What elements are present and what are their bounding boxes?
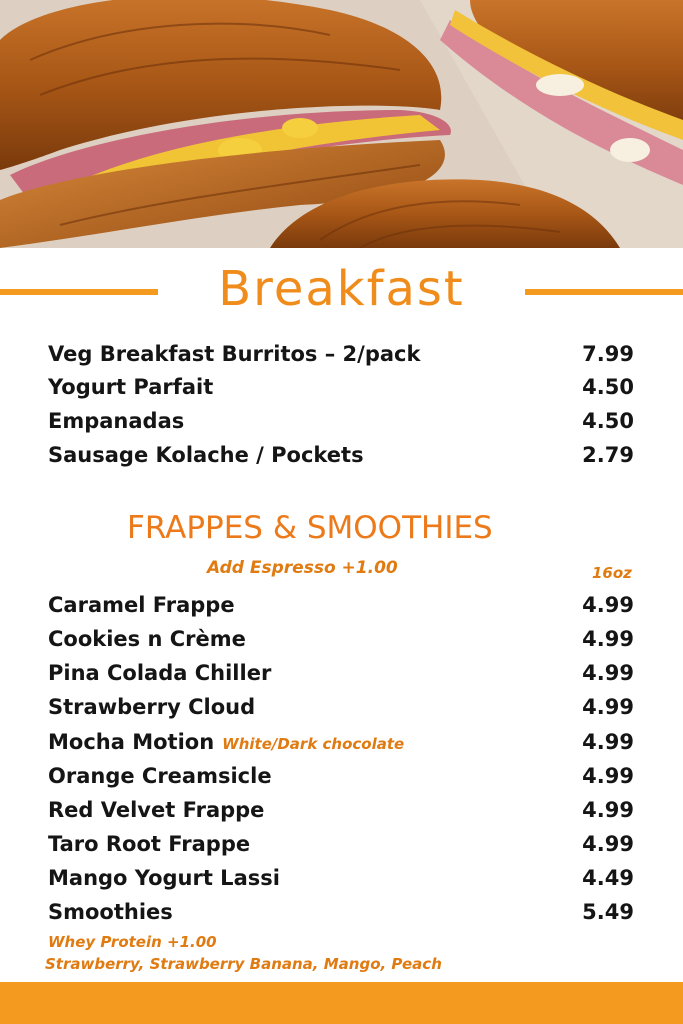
espresso-addon: Add Espresso +1.00	[207, 558, 398, 578]
frappes-title: FRAPPES & SMOOTHIES	[127, 510, 493, 546]
item-name: Sausage Kolache / Pockets	[48, 443, 364, 467]
size-label: 16oz	[592, 564, 632, 582]
menu-row	[48, 897, 634, 927]
menu-row	[48, 692, 634, 722]
protein-note: Whey Protein +1.00	[48, 933, 217, 951]
item-price: 4.49	[582, 866, 634, 890]
menu-row	[48, 406, 634, 436]
item-name: Smoothies	[48, 900, 173, 924]
item-name: Mango Yogurt Lassi	[48, 866, 280, 890]
item-name: Taro Root Frappe	[48, 832, 251, 856]
menu-row	[48, 863, 634, 893]
item-name: Mocha Motion	[48, 730, 215, 754]
menu-row	[48, 658, 634, 688]
item-name: Cookies n Crème	[48, 627, 246, 651]
item-name: Yogurt Parfait	[48, 375, 214, 399]
item-price: 4.99	[582, 832, 634, 856]
item-price: 4.50	[582, 409, 634, 433]
item-price: 4.99	[582, 764, 634, 788]
item-price: 4.99	[582, 593, 634, 617]
menu-row	[48, 795, 634, 825]
item-price: 4.99	[582, 661, 634, 685]
hero-photo	[0, 0, 683, 248]
menu-row	[48, 761, 634, 791]
menu-row	[48, 727, 634, 757]
menu-row	[48, 372, 634, 402]
item-name: Strawberry Cloud	[48, 695, 256, 719]
item-price: 4.50	[582, 375, 634, 399]
item-name: Caramel Frappe	[48, 593, 235, 617]
item-name: Empanadas	[48, 409, 185, 433]
item-name: Orange Creamsicle	[48, 764, 272, 788]
smoothie-flavors-note: Strawberry, Strawberry Banana, Mango, Peach	[45, 955, 442, 973]
item-name: Veg Breakfast Burritos – 2/pack	[48, 342, 421, 366]
menu-row	[48, 590, 634, 620]
item-name: Red Velvet Frappe	[48, 798, 265, 822]
croissant-sandwich-photo	[0, 0, 683, 248]
item-price: 5.49	[582, 900, 634, 924]
menu-row	[48, 829, 634, 859]
menu-row	[48, 624, 634, 654]
footer-bar	[0, 982, 683, 1024]
item-price: 4.99	[582, 627, 634, 651]
menu-row	[48, 440, 634, 470]
item-price: 2.79	[582, 443, 634, 467]
heading-rule-left	[0, 289, 158, 295]
item-price: 4.99	[582, 798, 634, 822]
menu-row	[48, 339, 634, 369]
heading-rule-right	[525, 289, 683, 295]
item-name: Pina Colada Chiller	[48, 661, 272, 685]
item-price: 4.99	[582, 730, 634, 754]
item-name-with-note	[48, 727, 404, 759]
item-price: 4.99	[582, 695, 634, 719]
breakfast-title: Breakfast	[218, 261, 465, 317]
item-price: 7.99	[582, 342, 634, 366]
item-note: White/Dark chocolate	[222, 735, 405, 753]
